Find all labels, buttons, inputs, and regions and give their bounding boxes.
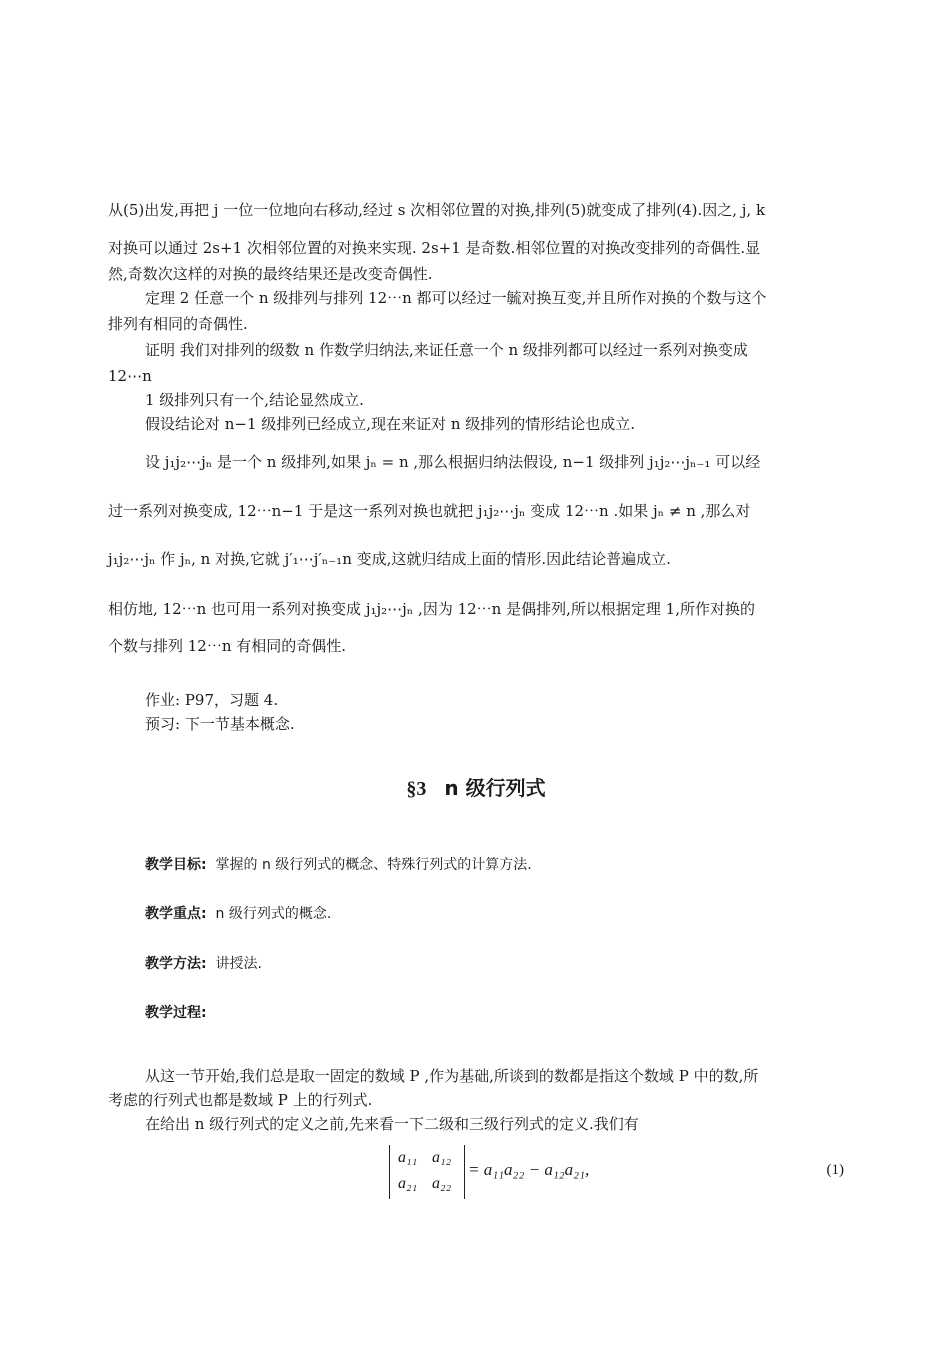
homework-line: 作业: P97，习题 4.	[145, 691, 279, 709]
section-sign: §3	[406, 778, 427, 800]
proof-line: 假设结论对 n−1 级排列已经成立,现在来证对 n 级排列的情形结论也成立.	[145, 415, 636, 433]
method-text: 讲授法.	[215, 956, 262, 972]
proof-line: 1 级排列只有一个,结论显然成立.	[145, 391, 364, 409]
focus-label: 教学重点:	[145, 906, 207, 922]
proof-line: j₁j₂⋯jₙ 作 jₙ, n 对换,它就 j′₁⋯j′ₙ₋₁n 变成,这就归结成上面的情形.因此结论普遍成立.	[108, 550, 671, 568]
teaching-method	[145, 953, 262, 973]
section-title: n 级行列式	[444, 776, 546, 800]
proof-line: 相仿地, 12⋯n 也可用一系列对换变成 j₁j₂⋯jₙ ,因为 12⋯n 是偶排列,所以根据定理 1,所作对换的	[108, 600, 755, 618]
determinant	[389, 1145, 465, 1199]
proof-line: 证明 我们对排列的级数 n 作数学归纳法,来证任意一个 n 级排列都可以经过一系列对换变成	[145, 341, 748, 359]
intro-line: 考虑的行列式也都是数域 P 上的行列式.	[108, 1091, 373, 1109]
teaching-process	[145, 1002, 207, 1022]
equation-rhs: = a₁₁a₂₂ − a₁₂a₂₁,	[468, 1160, 590, 1179]
intro-line: 从这一节开始,我们总是取一固定的数域 P ,作为基础,所谈到的数都是指这个数域 P 中的数,所	[145, 1067, 759, 1085]
teaching-goal	[145, 854, 532, 874]
process-label: 教学过程:	[145, 1005, 207, 1021]
preview-line: 预习: 下一节基本概念.	[145, 715, 295, 733]
text-line: 然,奇数次这样的对换的最终结果还是改变奇偶性.	[108, 265, 433, 283]
proof-line: 设 j₁j₂⋯jₙ 是一个 n 级排列,如果 jₙ = n ,那么根据归纳法假设, n−1 级排列 j₁j₂⋯jₙ₋₁ 可以经	[145, 453, 761, 471]
focus-text: n 级行列式的概念.	[215, 906, 332, 922]
method-label: 教学方法:	[145, 956, 207, 972]
entry-a22: a₂₂	[432, 1175, 452, 1192]
goal-text: 掌握的 n 级行列式的概念、特殊行列式的计算方法.	[215, 857, 532, 873]
intro-line: 在给出 n 级行列式的定义之前,先来看一下二级和三级行列式的定义.我们有	[145, 1115, 639, 1133]
proof-line: 12⋯n	[108, 367, 152, 385]
theorem-2: 定理 2 任意一个 n 级排列与排列 12⋯n 都可以经过一毓对换互变,并且所作对换的个数与这个	[145, 289, 767, 307]
equation-number: (1)	[826, 1162, 844, 1178]
text-line: 排列有相同的奇偶性.	[108, 315, 248, 333]
entry-a21: a₂₁	[398, 1175, 418, 1192]
teaching-focus	[145, 903, 331, 923]
section-heading	[0, 772, 952, 801]
entry-a11: a₁₁	[398, 1149, 418, 1166]
text-line: 从(5)出发,再把 j 一位一位地向右移动,经过 s 次相邻位置的对换,排列(5)就变成了排列(4).因之, j, k	[108, 201, 766, 219]
entry-a12: a₁₂	[432, 1149, 452, 1166]
proof-line: 过一系列对换变成, 12⋯n−1 于是这一系列对换也就把 j₁j₂⋯jₙ 变成 12⋯n .如果 jₙ ≠ n ,那么对	[108, 502, 751, 520]
proof-line: 个数与排列 12⋯n 有相同的奇偶性.	[108, 637, 347, 655]
goal-label: 教学目标:	[145, 857, 207, 873]
text-line: 对换可以通过 2s+1 次相邻位置的对换来实现. 2s+1 是奇数.相邻位置的对换改变排列的奇偶性.显	[108, 239, 761, 257]
